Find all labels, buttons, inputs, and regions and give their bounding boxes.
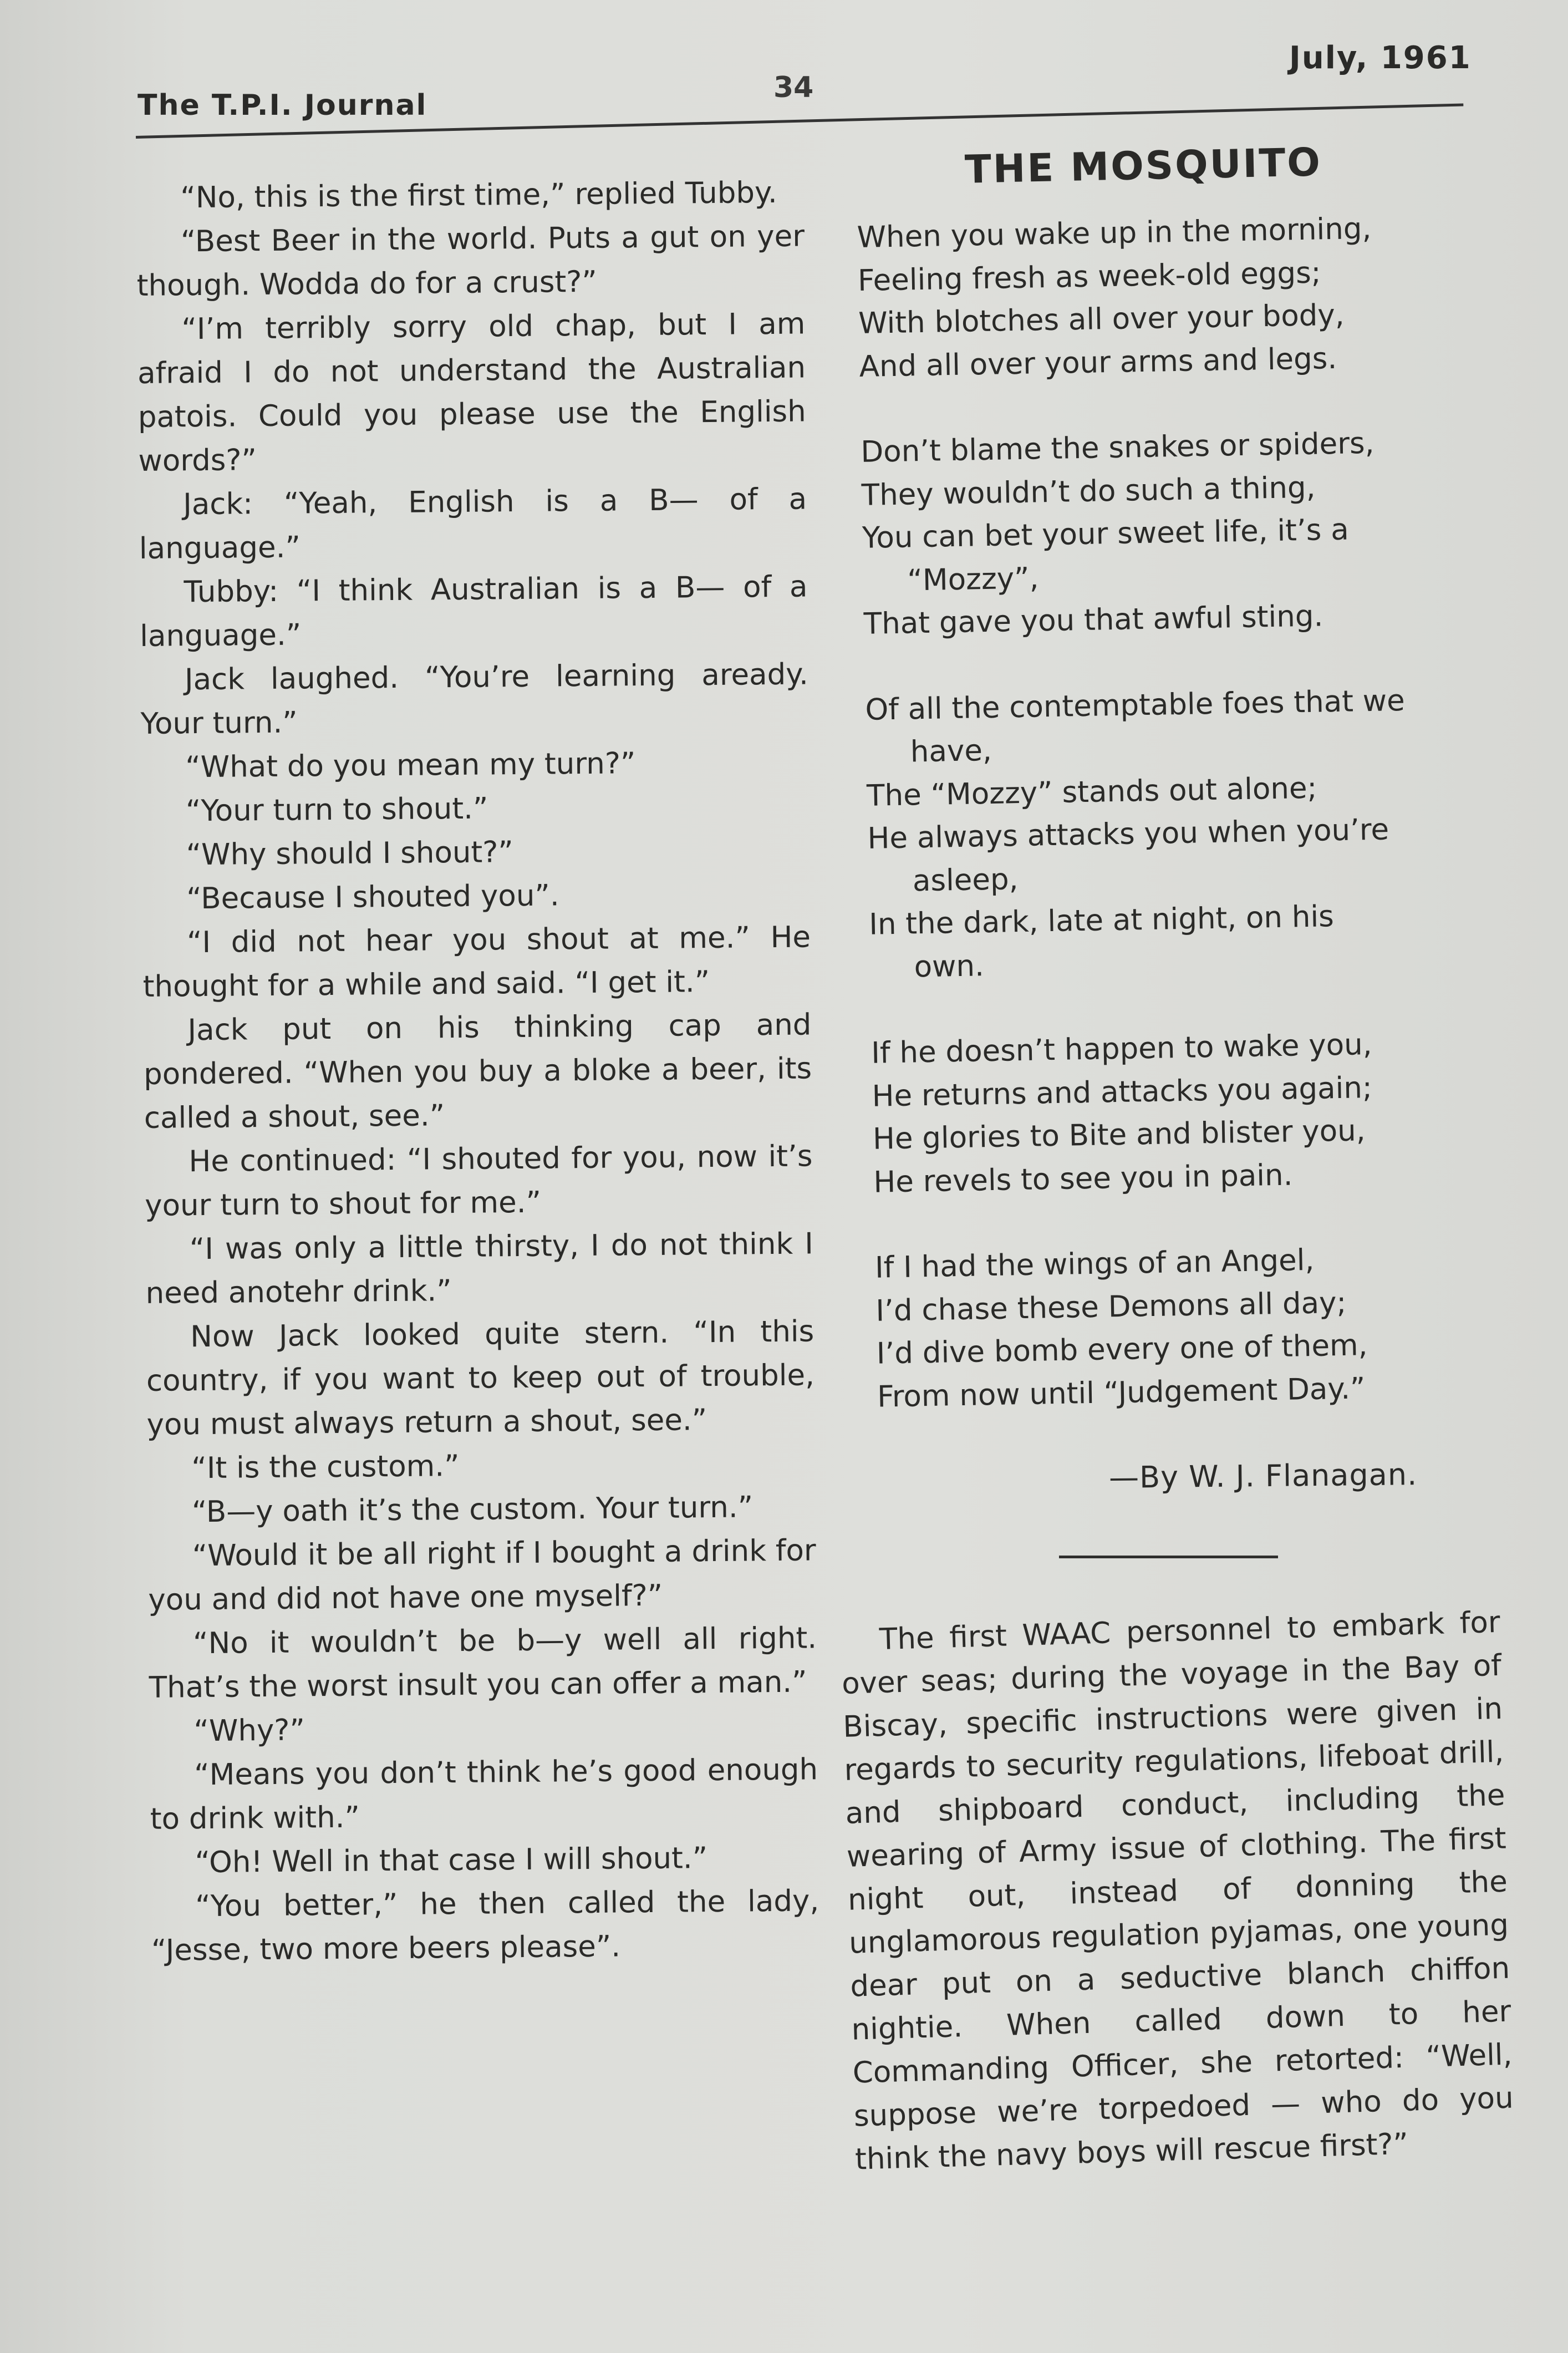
story-paragraph: “Because I shouted you”. [186, 878, 559, 916]
story-paragraph: “Would it be all right if I bought a drink for you and did not have one myself?” [148, 1533, 816, 1617]
story-paragraph: Jack put on his thinking cap and pondered. “When you buy a bloke a beer, its called a shout, see.” [143, 1008, 812, 1135]
story-column [136, 170, 819, 1972]
poem-line: have, [910, 733, 992, 769]
poem-line: When you wake up in the morning, [857, 211, 1372, 255]
story-paragraph: “Oh! Well in that case I will shout.” [195, 1841, 708, 1880]
story-paragraph: Jack: “Yeah, English is a B— of a language.” [139, 482, 807, 566]
poem-line: Feeling fresh as week-old eggs; [857, 255, 1322, 298]
issue-date: July, 1961 [1289, 40, 1472, 76]
poem-line: I’d chase these Demons all day; [875, 1285, 1347, 1328]
story-paragraph: “I was only a little thirsty, I do not think I need anotehr drink.” [145, 1227, 814, 1310]
story-paragraph: “You better,” he then called the lady, “Jesse, two more beers please”. [151, 1884, 819, 1968]
poem-line: Don’t blame the snakes or spiders, [860, 426, 1374, 469]
poem-title: THE MOSQUITO [964, 139, 1322, 192]
poem-line: They wouldn’t do such a thing, [861, 470, 1316, 512]
poem-body [857, 205, 1499, 1461]
poem-stanza [871, 1021, 1495, 1203]
story-paragraph: “Best Beer in the world. Puts a gut on yer though. Wodda do for a crust?” [136, 219, 805, 303]
poem-line: He returns and attacks you again; [872, 1070, 1373, 1114]
poem-stanza [865, 678, 1491, 989]
poem-line: He revels to see you in pain. [873, 1158, 1293, 1200]
poem-stanza [857, 205, 1480, 388]
poem-line: With blotches all over your body, [858, 298, 1345, 341]
poem-line: I’d dive bomb every one of them, [876, 1328, 1368, 1371]
poem-line: “Mozzy”, [907, 561, 1039, 597]
poem-line: He always attacks you when you’re [867, 812, 1389, 856]
waac-anecdote [840, 1601, 1515, 2182]
page-number: 34 [773, 71, 814, 104]
poem-stanza [861, 420, 1485, 646]
poem-line: You can bet your sweet life, it’s a [862, 512, 1350, 555]
section-divider [1059, 1556, 1278, 1558]
story-paragraph: “No it wouldn’t be b—y well all right. That’s the worst insult you can offer a man.” [149, 1621, 817, 1705]
poem-line: From now until “Judgement Day.” [877, 1371, 1366, 1414]
poem-line: And all over your arms and legs. [859, 341, 1337, 384]
story-paragraph: “No, this is the first time,” replied Tubby. [180, 175, 777, 215]
poem-line: That gave you that awful sting. [863, 599, 1323, 641]
story-paragraph: “I did not hear you shout at me.” He thought for a while and said. “I get it.” [142, 920, 811, 1004]
story-paragraph: Jack laughed. “You’re learning aready. Your turn.” [140, 657, 809, 741]
poem-line: asleep, [912, 862, 1019, 898]
poem-line: own. [914, 948, 985, 984]
waac-paragraph: The first WAAC personnel to embark for over seas; during the voyage in the Bay of Biscay, specific instructions were given in regards to security regulations, lifeboat drill, and shipboard conduct, including the wearing of Army issue of clothing. The first night out, instead of donning the unglamorous regulation pyjamas, one young dear put on a seductive blanch chiffon nightie. When called down to her Commanding Officer, she retorted: “Well, suppose we’re torpedoed — who do you think the navy boys will rescue first?” [841, 1605, 1514, 2177]
story-paragraph: “It is the custom.” [191, 1449, 460, 1486]
poem-line: In the dark, late at night, on his [868, 899, 1335, 942]
story-paragraph: “What do you mean my turn?” [185, 746, 636, 785]
story-paragraph: Tubby: “I think Australian is a B— of a language.” [139, 570, 808, 653]
poem-line: He glories to Bite and blister you, [872, 1114, 1366, 1156]
poem-stanza [874, 1236, 1498, 1418]
story-paragraph: “Means you don’t think he’s good enough to drink with.” [150, 1752, 818, 1836]
story-paragraph: He continued: “I shouted for you, now it’s your turn to shout for me.” [144, 1139, 813, 1223]
story-paragraph: “B—y oath it’s the custom. Your turn.” [191, 1490, 754, 1529]
story-paragraph: “Why?” [194, 1713, 306, 1749]
poem-line: If I had the wings of an Angel, [874, 1243, 1315, 1285]
poem-line: If he doesn’t happen to wake you, [870, 1028, 1373, 1070]
poem-byline: —By W. J. Flanagan. [1108, 1457, 1418, 1495]
journal-title: The T.P.I. Journal [138, 89, 427, 122]
story-paragraph: “Why should I shout?” [186, 835, 514, 872]
story-paragraph: “I’m terribly sorry old chap, but I am afraid I do not understand the Australian patois. Could you please use the English words?” [137, 307, 807, 478]
poem-line: Of all the contemptable foes that we [865, 683, 1406, 727]
story-paragraph: “Your turn to shout.” [185, 791, 488, 829]
poem-line: The “Mozzy” stands out alone; [866, 771, 1317, 813]
story-paragraph: Now Jack looked quite stern. “In this country, if you want to keep out of trouble, you must always return a shout, see.” [146, 1314, 815, 1442]
